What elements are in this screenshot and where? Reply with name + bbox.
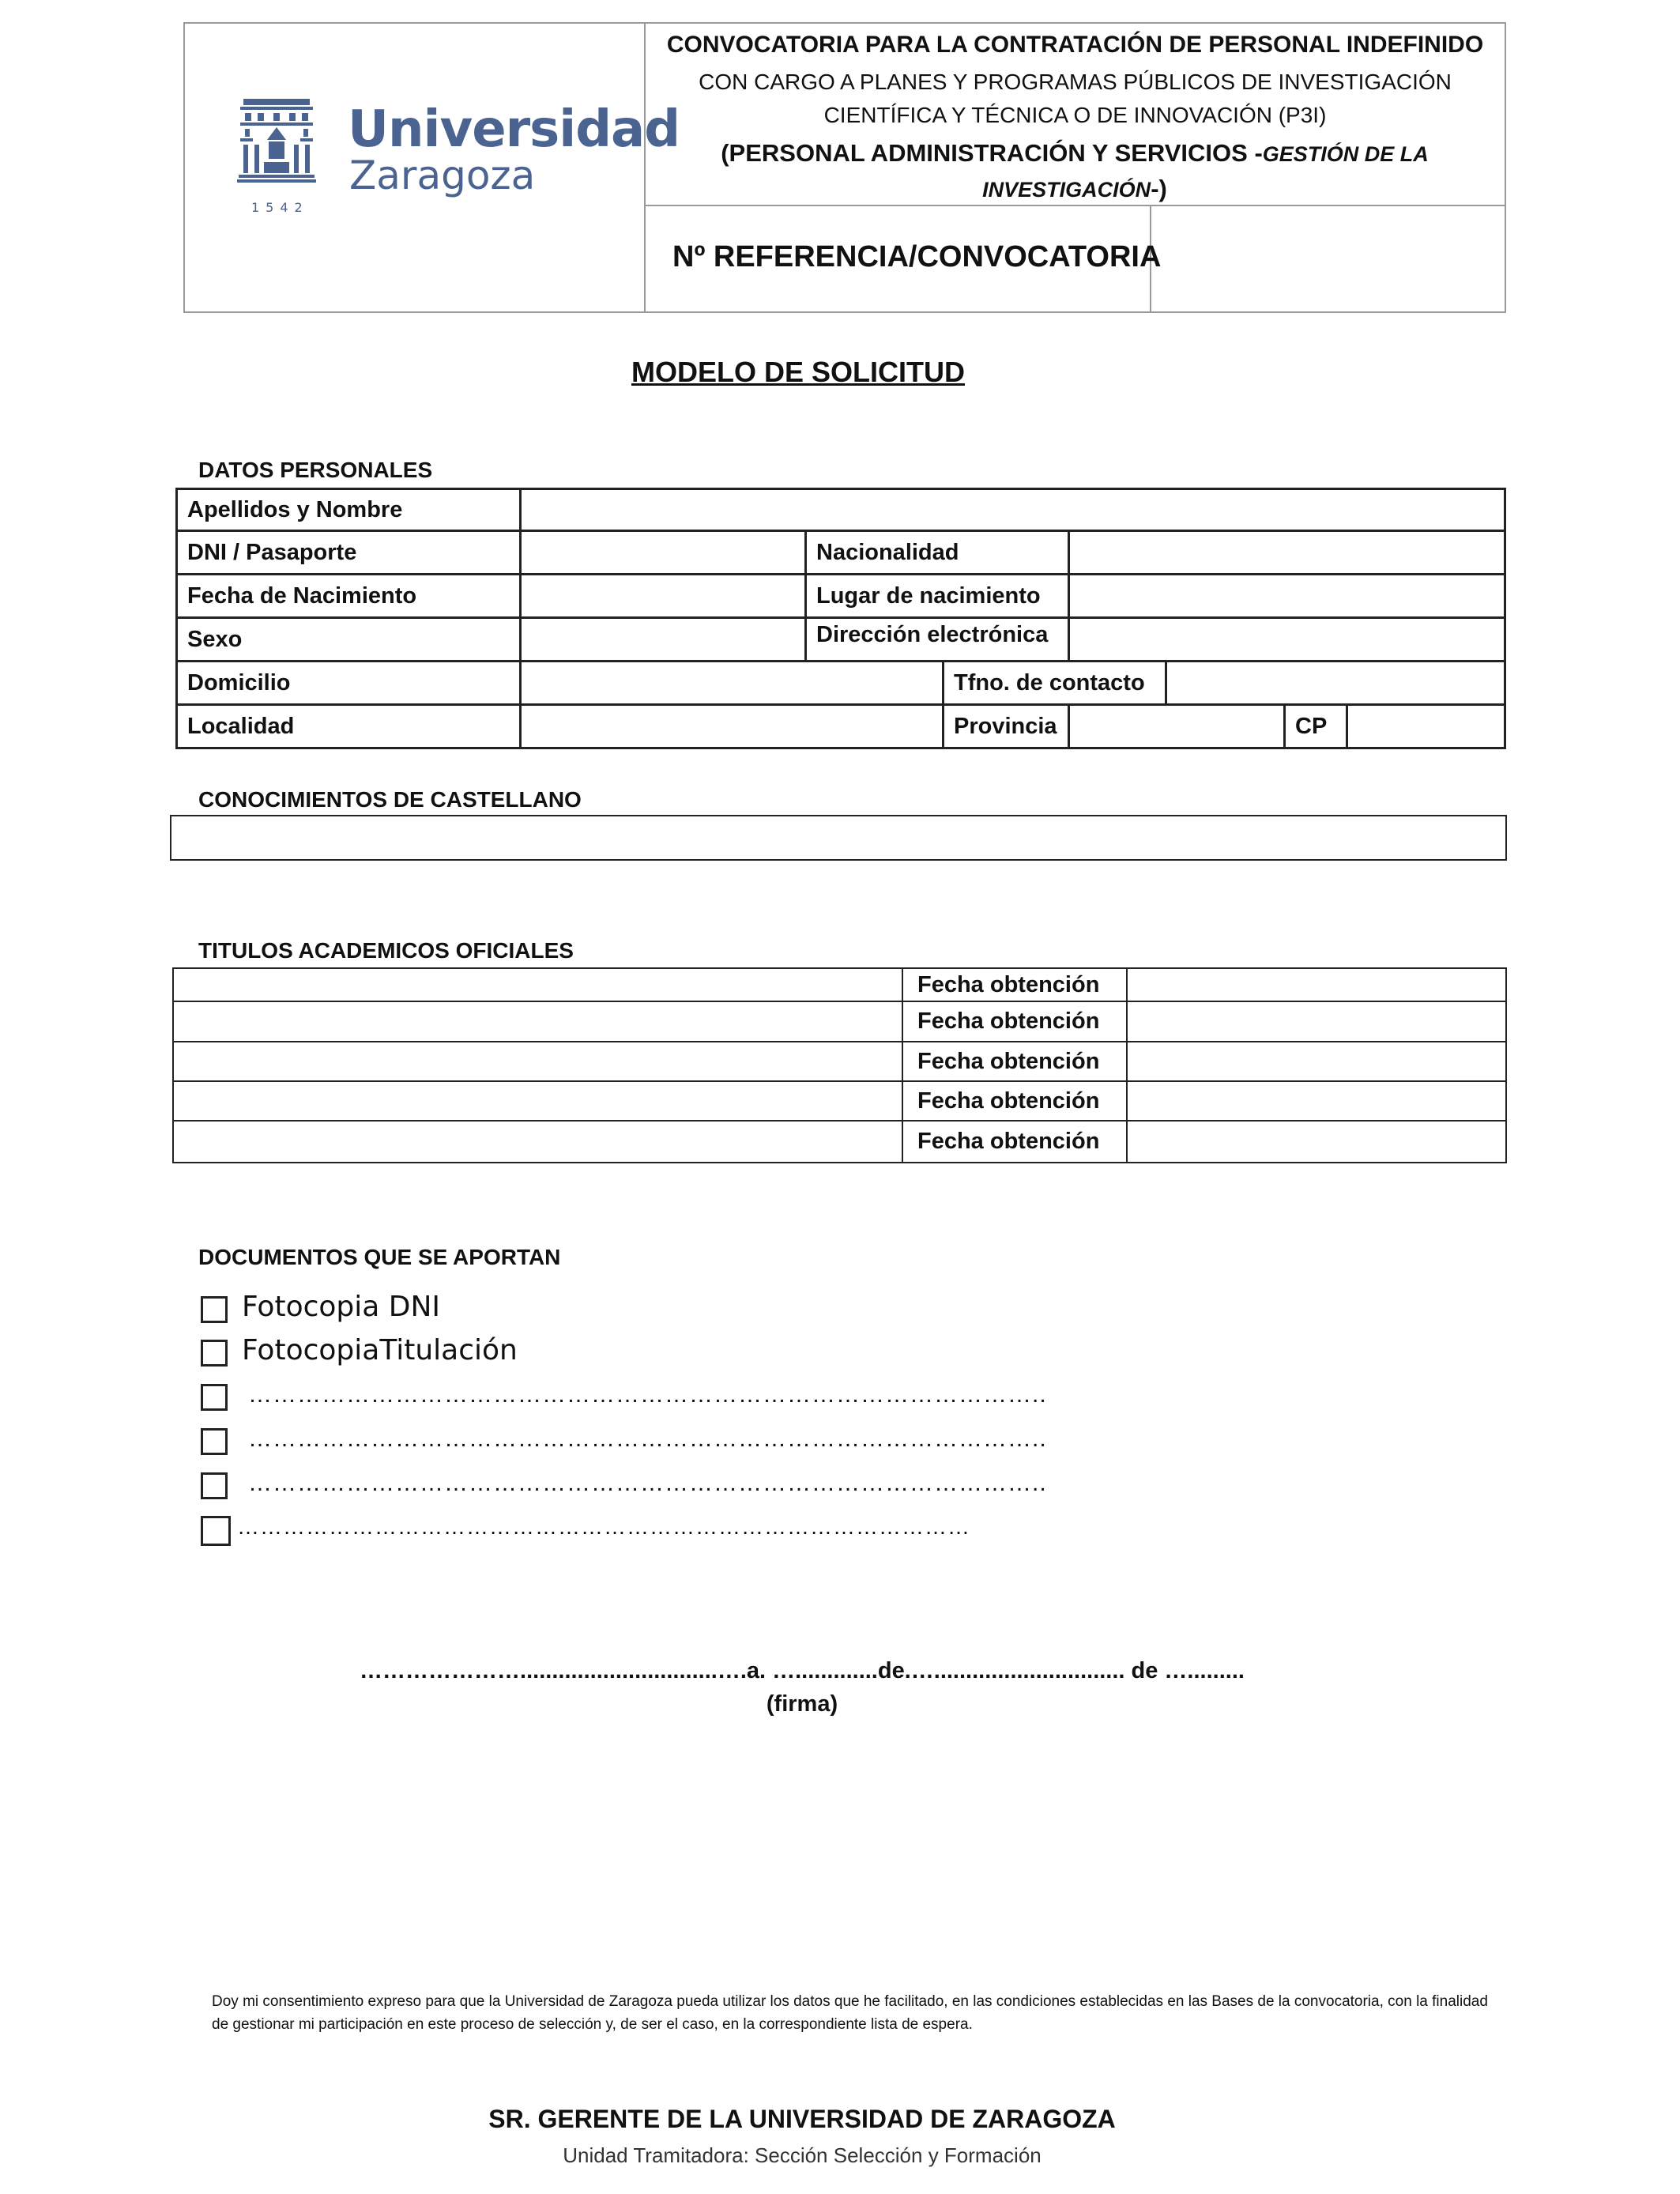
localidad-label: Localidad — [175, 703, 522, 749]
reference-field[interactable] — [1154, 209, 1501, 310]
titulo-field[interactable] — [172, 1001, 903, 1042]
castellano-field[interactable] — [170, 815, 1507, 861]
university-building-icon — [237, 99, 316, 198]
documento-checkbox[interactable] — [201, 1384, 228, 1411]
logo-wordmark-city: Zaragoza — [349, 153, 536, 198]
documento-checkbox[interactable] — [201, 1516, 231, 1546]
section-heading-personal: DATOS PERSONALES — [198, 458, 433, 482]
section-heading-castellano: CONOCIMIENTOS DE CASTELLANO — [198, 787, 582, 812]
apellidos-label: Apellidos y Nombre — [175, 488, 522, 532]
place-date-line: …………………...............................….a. ….............de.….............................. de …......... — [360, 1658, 1245, 1683]
cp-field[interactable] — [1346, 703, 1506, 749]
consent-text: Doy mi consentimiento expreso para que la Universidad de Zaragoza pueda utilizar los datos que he facilitado, en las condiciones establecidas en las Bases de la convocatoria, con la finalidad de gestionar mi participación en este proceso de selección y, de ser el caso, en la correspondiente lista de espera. — [212, 1993, 1488, 2033]
lugar-nacimiento-label: Lugar de nacimiento — [804, 573, 1070, 619]
documento-checkbox[interactable] — [201, 1340, 228, 1367]
documento-blank-line: …………………………………………………………………………………… — [237, 1514, 970, 1539]
lugar-nacimiento-field[interactable] — [1068, 573, 1506, 619]
provincia-label: Provincia — [942, 703, 1070, 749]
fecha-nacimiento-field[interactable] — [519, 573, 807, 619]
titulo-field[interactable] — [172, 1120, 903, 1163]
signature-label: (firma) — [766, 1691, 838, 1717]
header-title-line: CONVOCATORIA PARA LA CONTRATACIÓN DE PERSONAL INDEFINIDO — [666, 32, 1484, 58]
logo-wordmark: Universidad — [348, 100, 680, 159]
logo-year: 1542 — [251, 200, 309, 215]
university-logo — [237, 99, 680, 217]
localidad-field[interactable] — [519, 703, 944, 749]
page-title: MODELO DE SOLICITUD — [631, 356, 965, 388]
fecha-obtencion-label: Fecha obtención — [902, 1080, 1128, 1122]
fecha-obtencion-field[interactable] — [1126, 1001, 1507, 1042]
cp-label: CP — [1283, 703, 1348, 749]
header-title-italic: GESTIÓN DE LA INVESTIGACIÓN — [982, 142, 1429, 202]
header-title-part: (PERSONAL ADMINISTRACIÓN Y SERVICIOS - — [721, 139, 1263, 167]
documento-label: FotocopiaTitulación — [242, 1334, 518, 1367]
documento-checkbox[interactable] — [201, 1428, 228, 1455]
titulo-field[interactable] — [172, 1041, 903, 1082]
titulo-field[interactable] — [172, 967, 903, 1002]
section-heading-titulos: TITULOS ACADEMICOS OFICIALES — [198, 938, 574, 963]
fecha-nacimiento-label: Fecha de Nacimiento — [175, 573, 522, 619]
header-title-line: CON CARGO A PLANES Y PROGRAMAS PÚBLICOS DE INVESTIGACIÓN — [699, 70, 1452, 94]
sexo-field[interactable] — [519, 616, 807, 662]
processing-unit: Unidad Tramitadora: Sección Selección y Formación — [563, 2143, 1042, 2167]
header-divider — [644, 22, 646, 313]
header-title-line — [711, 136, 1438, 207]
fecha-obtencion-field[interactable] — [1126, 1120, 1507, 1163]
fecha-obtencion-field[interactable] — [1126, 967, 1507, 1002]
documento-checkbox[interactable] — [201, 1296, 228, 1323]
domicilio-field[interactable] — [519, 660, 944, 706]
documento-label: Fotocopia DNI — [242, 1291, 441, 1323]
provincia-field[interactable] — [1068, 703, 1286, 749]
dni-label: DNI / Pasaporte — [175, 530, 522, 575]
fecha-obtencion-label: Fecha obtención — [902, 1041, 1128, 1082]
fecha-obtencion-label: Fecha obtención — [902, 1120, 1128, 1163]
documento-checkbox[interactable] — [201, 1472, 228, 1499]
addressee: SR. GERENTE DE LA UNIVERSIDAD DE ZARAGOZA — [488, 2105, 1116, 2133]
fecha-obtencion-field[interactable] — [1126, 1041, 1507, 1082]
email-label: Dirección electrónica — [804, 616, 1070, 662]
nacionalidad-label: Nacionalidad — [804, 530, 1070, 575]
apellidos-field[interactable] — [519, 488, 1506, 532]
documento-blank-line: …………………………………………………………………………………….. — [248, 1382, 1047, 1408]
domicilio-label: Domicilio — [175, 660, 522, 706]
telefono-field[interactable] — [1165, 660, 1506, 706]
reference-label: Nº REFERENCIA/CONVOCATORIA — [672, 240, 1162, 273]
fecha-obtencion-field[interactable] — [1126, 1080, 1507, 1122]
telefono-label: Tfno. de contacto — [942, 660, 1167, 706]
nacionalidad-field[interactable] — [1068, 530, 1506, 575]
documento-blank-line: …………………………………………………………………………………….. — [248, 1470, 1047, 1496]
section-heading-documentos: DOCUMENTOS QUE SE APORTAN — [198, 1245, 561, 1269]
email-field[interactable] — [1068, 616, 1506, 662]
sexo-label: Sexo — [175, 616, 522, 662]
header-title-line: CIENTÍFICA Y TÉCNICA O DE INNOVACIÓN (P3I) — [823, 103, 1327, 127]
dni-field[interactable] — [519, 530, 807, 575]
header-title-part: -) — [1151, 175, 1167, 202]
documento-blank-line: …………………………………………………………………………………….. — [248, 1426, 1047, 1452]
fecha-obtencion-label: Fecha obtención — [902, 967, 1128, 1002]
titulo-field[interactable] — [172, 1080, 903, 1122]
fecha-obtencion-label: Fecha obtención — [902, 1001, 1128, 1042]
